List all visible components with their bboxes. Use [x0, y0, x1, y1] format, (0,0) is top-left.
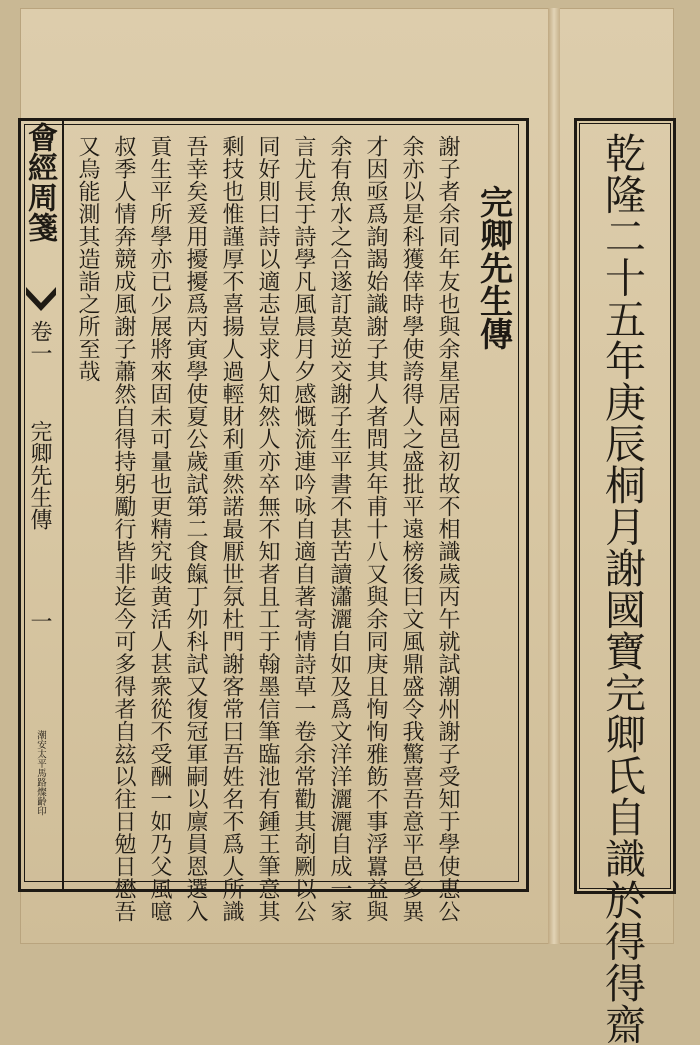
fishtail-mark-icon: [24, 285, 58, 313]
text-column: 叔季人情奔競成風謝子蕭然自得持躬勵行皆非迄今可多得者自玆以往日勉日懋吾: [111, 135, 136, 923]
text-column: 又烏能測其造詣之所至哉: [75, 135, 100, 383]
article-title: 完卿先生傳: [475, 185, 514, 350]
text-column: 吾幸矣爰用擾擾爲丙寅學使夏公歲試第二食餼丁夘科試又復冠軍嗣以廪員恩選入: [183, 135, 208, 923]
volume-label: 卷一: [27, 320, 52, 364]
book-title: 會經周箋: [22, 122, 57, 242]
text-column: 余有魚水之合遂訂莫逆交謝子生平書不甚苦讀瀟灑自如及爲文洋洋灑灑自成一家: [327, 135, 352, 923]
section-heading: 完卿先生傳: [27, 420, 52, 530]
article-body: [75, 135, 465, 923]
text-column: 剩技也惟謹厚不喜揚人過輕財利重然諾最厭世氛杜門謝客常曰吾姓名不爲人所識: [219, 135, 244, 923]
text-column: 才因亟爲詢謁始識謝子其人者問其年甫十八又與余同庚且恂恂雅飭不事浮囂益與: [363, 135, 388, 923]
page-number: 一: [27, 610, 52, 632]
printer-imprint: 潮安太平馬路燦齡印: [35, 730, 46, 816]
text-column: 貢生平所學亦已少展將來固未可量也更精究岐黄活人甚衆從不受酬一如乃父風噫: [147, 135, 172, 923]
text-column: 謝子者余同年友也與余星居兩邑初故不相識歲丙午就試潮州謝子受知于學使惠公: [435, 135, 460, 923]
text-column: 言尤長于詩學凡風晨月夕感慨流連吟咏自適自著寄情詩草一卷余常勸其剞劂以公: [291, 135, 316, 923]
text-column: 同好則曰詩以適志豈求人知然人亦卒無不知者且工于翰墨信筆臨池有鍾王筆意其: [255, 135, 280, 923]
page-fold: [548, 8, 560, 944]
text-column: 余亦以是科獲倖時學使誇得人之盛批平遠榜後曰文風鼎盛令我驚喜吾意平邑多異: [399, 135, 424, 923]
colophon-text: 乾隆二十五年庚辰桐月謝國寶完卿氏自識於得得齋: [598, 132, 646, 1045]
